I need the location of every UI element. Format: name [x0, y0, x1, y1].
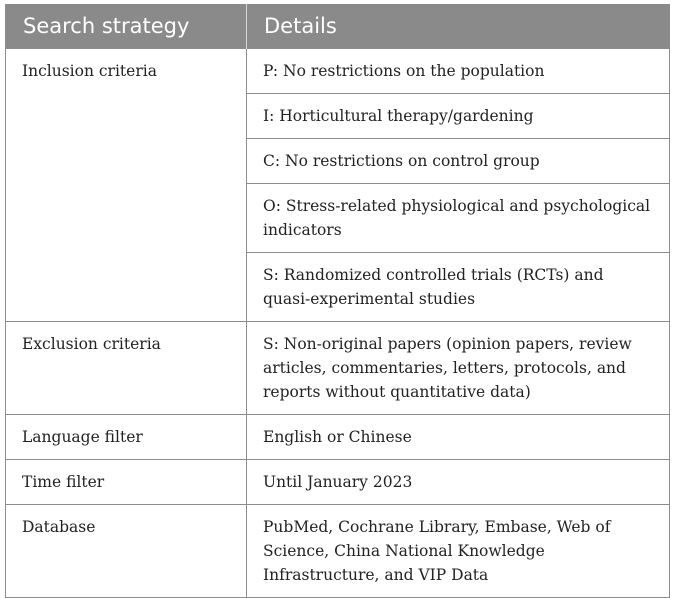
search-strategy-table-container — [5, 4, 669, 598]
inclusion-criteria-label: Inclusion criteria — [6, 48, 247, 321]
exclusion-detail: S: Non-original papers (opinion papers, review articles, commentaries, letters, protocols, and reports without quantitative data) — [247, 321, 670, 414]
database-detail: PubMed, Cochrane Library, Embase, Web of Science, China National Knowledge Infrastructure, and VIP Data — [247, 504, 670, 597]
inclusion-detail-s: S: Randomized controlled trials (RCTs) and quasi-experimental studies — [247, 252, 670, 321]
time-filter-label: Time filter — [6, 459, 247, 504]
inclusion-detail-c: C: No restrictions on control group — [247, 138, 670, 183]
table-row — [6, 321, 670, 414]
search-strategy-table — [5, 4, 670, 598]
header-row — [6, 4, 670, 48]
language-filter-detail: English or Chinese — [247, 414, 670, 459]
exclusion-criteria-label: Exclusion criteria — [6, 321, 247, 414]
inclusion-detail-p: P: No restrictions on the population — [247, 48, 670, 93]
table-row — [6, 504, 670, 597]
header-search-strategy: Search strategy — [6, 4, 247, 48]
table-row — [6, 459, 670, 504]
header-details: Details — [247, 4, 670, 48]
inclusion-detail-o: O: Stress-related physiological and psychological indicators — [247, 183, 670, 252]
database-label: Database — [6, 504, 247, 597]
table-row — [6, 414, 670, 459]
table-row — [6, 48, 670, 93]
inclusion-detail-i: I: Horticultural therapy/gardening — [247, 93, 670, 138]
language-filter-label: Language filter — [6, 414, 247, 459]
time-filter-detail: Until January 2023 — [247, 459, 670, 504]
